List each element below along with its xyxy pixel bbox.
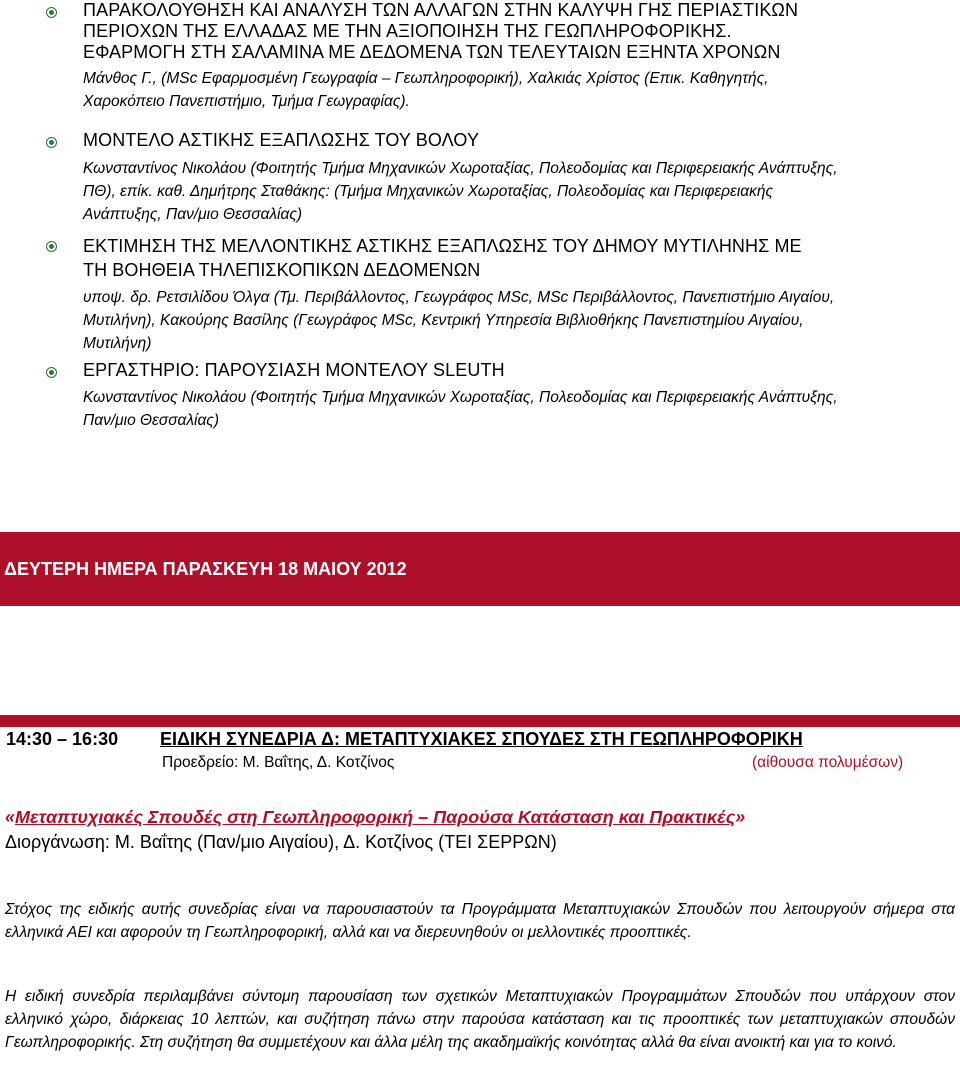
bullet-icon bbox=[46, 367, 57, 378]
presentation-4 bbox=[62, 360, 948, 432]
description-paragraph-2: Η ειδική συνεδρία περιλαμβάνει σύντομη παρουσίαση των σχετικών Μεταπτυχιακών Προγραμμάτων Σπουδών που υπάρχουν στον ελληνικό χώρο, διάρκειας 10 λεπτών, και συζήτηση πάνω στην παρούσα κατάσταση και τις προοπτικές των μεταπτυχιακών σπουδών Γεωπληροφορικής. Στη συζήτηση θα συμμετέχουν και άλλα μέλη της ακαδημαϊκής κοινότητας αλλά θα είναι ανοικτή και για το κοινό. bbox=[5, 988, 955, 1051]
presentation-authors: υποψ. δρ. Ρετσιλίδου Όλγα (Τμ. Περιβάλλοντος, Γεωγράφος MSc, MSc Περιβάλλοντος, Πανεπιστήμιο Αιγαίου, Μυτιλήνη), Κακούρης Βασίλης (Γεωγράφος MSc, Κεντρική Υπηρεσία Βιβλιοθήκης Πανεπιστημίου Αιγαίου, Μυτιλήνη) bbox=[83, 289, 835, 352]
day-banner-text: ΔΕΥΤΕΡΗ ΗΜΕΡΑ ΠΑΡΑΣΚΕΥΗ 18 ΜΑΙΟΥ 2012 bbox=[4, 559, 407, 579]
presentation-2 bbox=[62, 130, 948, 226]
presentation-authors: Κωνσταντίνος Νικολάου (Φοιτητής Τμήμα Μηχανικών Χωροταξίας, Πολεοδομίας και Περιφερειακής Ανάπτυξης, Παν/μιο Θεσσαλίας) bbox=[83, 389, 838, 429]
session-time: 14:30 – 16:30 bbox=[6, 729, 119, 749]
presentation-authors: Κωνσταντίνος Νικολάου (Φοιτητής Τμήμα Μηχανικών Χωροταξίας, Πολεοδομίας και Περιφερειακής Ανάπτυξης, ΠΘ), επίκ. καθ. Δημήτρης Σταθάκης: (Τμήμα Μηχανικών Χωροταξίας, Πολεοδομίας και Περιφερειακής Ανάπτυξης, Παν/μιο Θεσσαλίας) bbox=[83, 160, 838, 223]
day-banner bbox=[0, 532, 960, 606]
workshop-title: «Μεταπτυχιακές Σπουδές στη Γεωπληροφορική – Παρούσα Κατάσταση και Πρακτικές» bbox=[5, 807, 746, 827]
session-header bbox=[0, 727, 960, 751]
presentation-title: ΜΟΝΤΕΛΟ ΑΣΤΙΚΗΣ ΕΞΑΠΛΩΣΗΣ ΤΟΥ ΒΟΛΟΥ bbox=[83, 130, 480, 150]
workshop-organizers: Διοργάνωση: Μ. Βαΐτης (Παν/μιο Αιγαίου), Δ. Κοτζίνος (ΤΕΙ ΣΕΡΡΩΝ) bbox=[5, 832, 557, 852]
bullet-icon bbox=[46, 241, 57, 252]
session-chair: Προεδρείο: Μ. Βαΐτης, Δ. Κοτζίνος bbox=[162, 754, 395, 771]
bullet-icon bbox=[46, 137, 57, 148]
presentation-title: ΕΡΓΑΣΤΗΡΙΟ: ΠΑΡΟΥΣΙΑΣΗ ΜΟΝΤΕΛΟΥ SLEUTH bbox=[83, 360, 505, 380]
presentation-authors: Μάνθος Γ., (MSc Εφαρμοσμένη Γεωγραφία – Γεωπληροφορική), Χαλκιάς Χρίστος (Επικ. Καθηγητής, Χαροκόπειο Πανεπιστήμιο, Τμήμα Γεωγραφίας). bbox=[83, 70, 769, 110]
presentation-3 bbox=[62, 234, 948, 355]
presentation-1 bbox=[62, 0, 948, 113]
description-paragraph-1: Στόχος της ειδικής αυτής συνεδρίας είναι να παρουσιαστούν τα Προγράμματα Μεταπτυχιακών Σπουδών που λειτουργούν σήμερα στα ελληνικά ΑΕΙ και αφορούν τη Γεωπληροφορική, αλλά και να διερευνηθούν οι μελλοντικές προοπτικές. bbox=[5, 901, 955, 941]
bullet-icon bbox=[46, 7, 57, 18]
session-room: (αίθουσα πολυμέσων) bbox=[752, 754, 904, 771]
presentation-title: ΕΚΤΙΜΗΣΗ ΤΗΣ ΜΕΛΛΟΝΤΙΚΗΣ ΑΣΤΙΚΗΣ ΕΞΑΠΛΩΣΗΣ ΤΟΥ ΔΗΜΟΥ ΜΥΤΙΛΗΝΗΣ ΜΕ ΤΗ ΒΟΗΘΕΙΑ ΤΗΛΕΠΙΣΚΟΠΙΚΩΝ ΔΕΔΟΜΕΝΩΝ bbox=[83, 236, 802, 280]
presentation-title: ΠΑΡΑΚΟΛΟΥΘΗΣΗ ΚΑΙ ΑΝΑΛΥΣΗ ΤΩΝ ΑΛΛΑΓΩΝ ΣΤΗΝ ΚΑΛΥΨΗ ΓΗΣ ΠΕΡΙΑΣΤΙΚΩΝ ΠΕΡΙΟΧΩΝ ΤΗΣ ΕΛΛΑΔΑΣ ΜΕ ΤΗΝ ΑΞΙΟΠΟΙΗΣΗ ΤΗΣ ΓΕΩΠΛΗΡΟΦΟΡΙΚΗΣ. ΕΦΑΡΜΟΓΗ ΣΤΗ ΣΑΛΑΜΙΝΑ ΜΕ ΔΕΔΟΜΕΝΑ ΤΩΝ ΤΕΛΕΥΤΑΙΩΝ ΕΞΗΝΤΑ ΧΡΟΝΩΝ bbox=[83, 0, 799, 62]
session-title: ΕΙΔΙΚΗ ΣΥΝΕΔΡΙΑ Δ: ΜΕΤΑΠΤΥΧΙΑΚΕΣ ΣΠΟΥΔΕΣ ΣΤΗ ΓΕΩΠΛΗΡΟΦΟΡΙΚΗ bbox=[160, 729, 803, 749]
